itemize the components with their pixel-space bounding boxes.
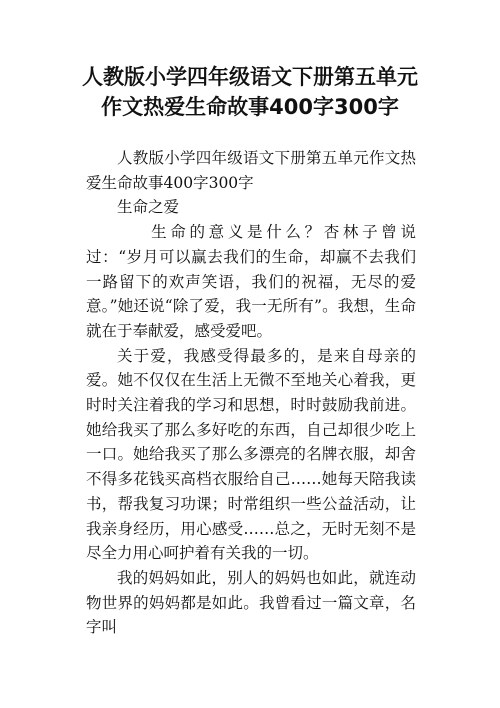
intro-paragraph: 人教版小学四年级语文下册第五单元作文热爱生命故事400字300字 — [86, 149, 416, 192]
body-paragraph-3: 我的妈妈如此，别人的妈妈也如此，就连动物世界的妈妈都是如此。我曾看过一篇文章，名字叫 — [86, 568, 416, 637]
document-title — [40, 62, 460, 122]
body-paragraph-2: 关于爱，我感受得最多的，是来自母亲的爱。她不仅仅在生活上无微不至地关心着我，更时时关注着我的学习和思想，时时鼓励我前进。她给我买了那么多好吃的东西，自己却很少吃上一口。她给我买了那么多漂亮的名牌衣服，却舍不得多花钱买高档衣服给自己……她每天陪我读书，帮我复习功课；时常组织一些公益活动，让我亲身经历，用心感受……总之，无时无刻不是尽全力用心呵护着有关我的一切。 — [86, 346, 416, 563]
document-body — [86, 146, 416, 640]
section-heading: 生命之爱 — [117, 198, 180, 217]
title-line-2: 作文热爱生命故事400字300字 — [101, 95, 399, 119]
body-paragraph-1: 生命的意义是什么？杏林子曾说过：“岁月可以赢去我们的生命，却赢不去我们一路留下的欢声笑语，我们的祝福，无尽的爱意。”她还说“除了爱，我一无所有”。我想，生命就在于奉献爱，感受爱吧。 — [86, 223, 416, 340]
title-line-1: 人教版小学四年级语文下册第五单元 — [82, 65, 418, 89]
